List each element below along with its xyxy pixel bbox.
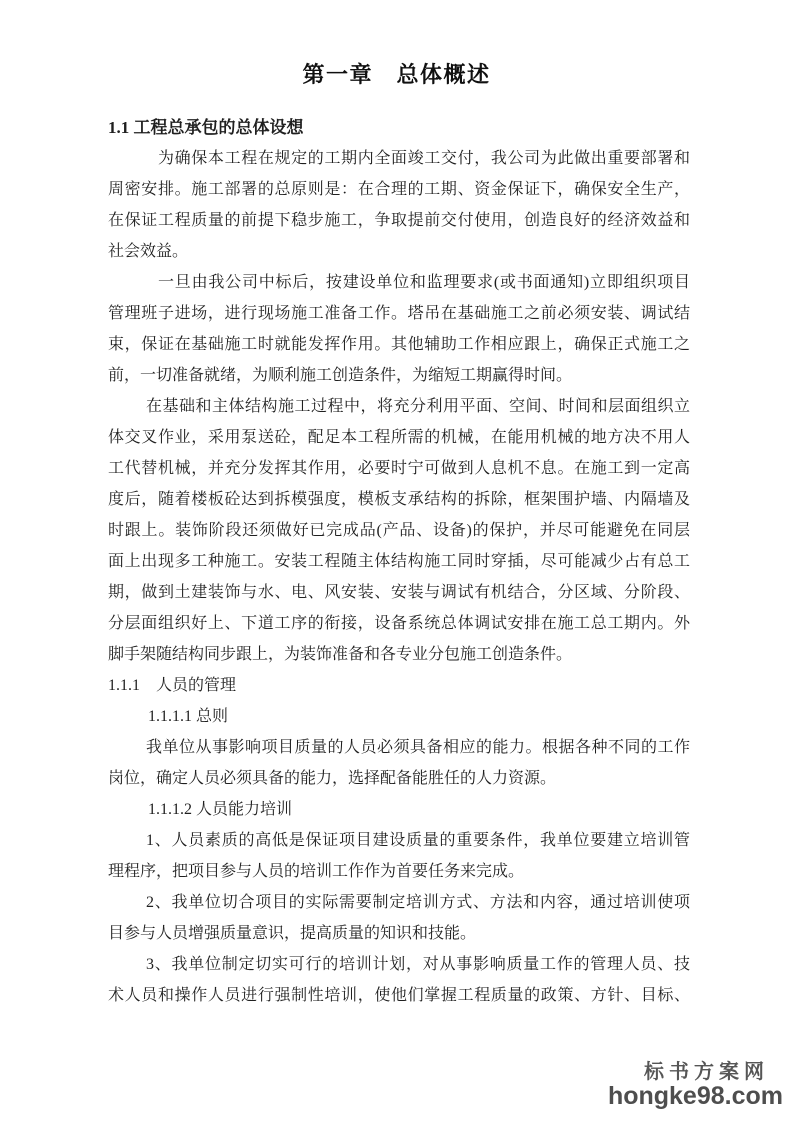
text-line: 目参与人员增强质量意识，提高质量的知识和技能。 (108, 925, 477, 942)
text-line: 周密安排。施工部署的总原则是：在合理的工期、资金保证下，确保安全生产， (108, 181, 690, 198)
text-line: 1.1 工程总承包的总体设想 (108, 118, 304, 137)
text-line: 1.1.1.1 总则 (148, 708, 229, 725)
text-line: 2、我单位切合项目的实际需要制定培训方式、方法和内容，通过培训使项 (146, 894, 690, 911)
text-line: 脚手架随结构同步跟上，为装饰准备和各专业分包施工创造条件。 (108, 646, 573, 663)
watermark-domain: hongke98.com (607, 1082, 783, 1110)
text-line: 期，做到土建装饰与水、电、风安装、安装与调试有机结合，分区域、分阶段、 (108, 584, 690, 601)
text-line: 1.1.1.2 人员能力培训 (148, 801, 293, 818)
text-line: 前，一切准备就绪，为顺利施工创造条件，为缩短工期赢得时间。 (108, 367, 573, 384)
text-line: 1、人员素质的高低是保证项目建设质量的重要条件，我单位要建立培训管 (146, 832, 690, 849)
text-line: 工代替机械，并充分发挥其作用，必要时宁可做到人息机不息。在施工到一定高 (108, 460, 690, 477)
text-line: 社会效益。 (108, 243, 189, 260)
text-line: 束，保证在基础施工时就能发挥作用。其他辅助工作相应跟上，确保正式施工之 (108, 336, 690, 353)
watermark-site-name: 标书方案网 (644, 1061, 769, 1083)
text-line: 理程序，把项目参与人员的培训工作作为首要任务来完成。 (108, 863, 525, 880)
text-line: 在保证工程质量的前提下稳步施工，争取提前交付使用，创造良好的经济效益和 (108, 212, 690, 229)
text-line: 术人员和操作人员进行强制性培训，使他们掌握工程质量的政策、方针、目标、 (108, 987, 690, 1004)
text-line: 3、我单位制定切实可行的培训计划，对从事影响质量工作的管理人员、技 (146, 956, 690, 973)
chapter-title: 第一章 总体概述 (302, 62, 491, 87)
text-line: 我单位从事影响项目质量的人员必须具备相应的能力。根据各种不同的工作 (146, 739, 690, 756)
text-line: 面上出现多工种施工。安装工程随主体结构施工同时穿插，尽可能减少占有总工 (108, 553, 690, 570)
text-line: 在基础和主体结构施工过程中，将充分利用平面、空间、时间和层面组织立 (146, 398, 690, 415)
watermark (608, 1061, 783, 1109)
text-line: 分层面组织好上、下道工序的衔接，设备系统总体调试安排在施工总工期内。外 (108, 615, 690, 632)
document-lines (108, 112, 690, 1011)
text-line: 度后，随着楼板砼达到拆模强度，模板支承结构的拆除，框架围护墙、内隔墙及 (108, 491, 690, 508)
text-line: 时跟上。装饰阶段还须做好已完成品(产品、设备)的保护，并尽可能避免在同层 (108, 522, 690, 539)
text-line: 岗位，确定人员必须具备的能力，选择配备能胜任的人力资源。 (108, 770, 557, 787)
text-line: 管理班子进场，进行现场施工准备工作。塔吊在基础施工之前必须安装、调试结 (108, 305, 690, 322)
text-line: 体交叉作业，采用泵送砼，配足本工程所需的机械，在能用机械的地方决不用人 (108, 429, 690, 446)
text-line: 一旦由我公司中标后，按建设单位和监理要求(或书面通知)立即组织项目 (158, 274, 690, 291)
text-line: 1.1.1 人员的管理 (108, 677, 237, 694)
text-line: 为确保本工程在规定的工期内全面竣工交付，我公司为此做出重要部署和 (158, 150, 690, 167)
